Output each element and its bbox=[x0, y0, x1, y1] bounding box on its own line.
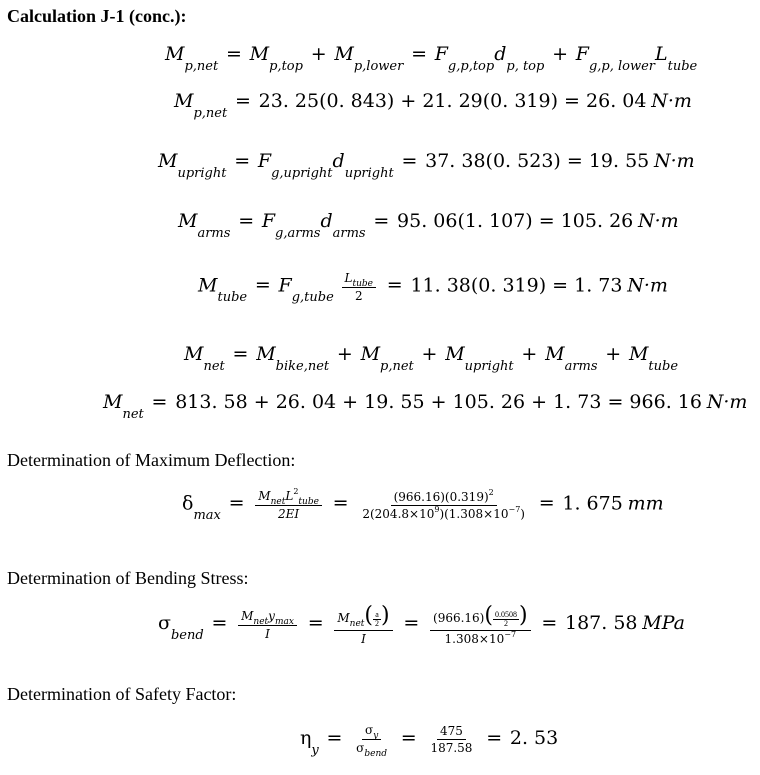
fraction-l-tube-over-2: $\frac{L_{tube}}{2}$ bbox=[342, 272, 376, 302]
equation-moment-upright: $M_{upright} = F_{g,upright}d_{upright} = 37$. 38(0. 523) = 19. 55 N·m bbox=[158, 150, 695, 181]
equation-moment-net-definition: $M_{net} = M_{bike,net} + M_{p,net} + M_{upright} + M_{arms} + M_{tube}$ bbox=[184, 343, 679, 374]
fraction-mnet-ymax-over-i: $\frac{M_{net}y_{max}}{I}$ bbox=[238, 610, 297, 640]
equation-safety-factor: $\eta_y$ = $\frac{\sigma_y}{\sigma_{bend}}$ = $\frac{475}{187.58}$ = 2. 53 bbox=[300, 723, 559, 759]
equation-bending-stress: $\sigma_{bend}$ = $\frac{M_{net}y_{max}}{I}$ = $M_{net}$( $\frac{a}{2}$ ) I = (966.16)( $\frac{0.0508}{2}$ ) $1.308\times 10^{-7}$ = 187. 58 MPa bbox=[158, 603, 685, 646]
equation-moment-p-net-value: $M_{p,net} = 23$. 25(0. 843) + 21. 29(0. 319) = 26. 04 N·m bbox=[174, 90, 692, 121]
fraction-stress-numeric: (966.16)( $\frac{0.0508}{2}$ ) $1.308\times 10^{-7}$ bbox=[430, 605, 531, 645]
equation-moment-p-net-definition: $M_{p,net} = M_{p,top} + M_{p,lower} = F_{g,p,top}d_{p, top} + F_{g,p, lower}L_{tube}$ bbox=[165, 43, 698, 74]
section-heading-bending-stress: Determination of Bending Stress: bbox=[7, 568, 249, 588]
equation-moment-tube: $M_{tube} = F_{g,tube}$ $\frac{L_{tube}}{2}$ = 11. 38(0. 319) = 1. 73 N·m bbox=[198, 271, 668, 306]
fraction-mnet-l2-over-2ei: $\frac{M_{net}L^2_{tube}}{2EI}$ bbox=[255, 490, 322, 520]
fraction-deflection-numeric: $\frac{(966.16)(0.319)^2}{2(204.8\times 10^9)(1.308\times 10^{-7})}$ bbox=[362, 487, 525, 521]
section-heading-deflection: Determination of Maximum Deflection: bbox=[7, 450, 296, 470]
equation-max-deflection: $\delta_{max}$ = $\frac{M_{net}L^2_{tube}}{2EI}$ = $\frac{(966.16)(0.319)^2}{2(204.8\times 10^9)(1.308\times 10^{-7})}$ = 1. 675 mm bbox=[182, 487, 664, 524]
page-title: Calculation J-1 (conc.): bbox=[7, 6, 187, 26]
fraction-sigma-y-over-sigma-bend: $\frac{\sigma_y}{\sigma_{bend}}$ bbox=[356, 723, 388, 759]
fraction-mnet-a-half-over-i: $M_{net}$( $\frac{a}{2}$ ) I bbox=[334, 605, 392, 645]
equation-moment-arms: $M_{arms} = F_{g,arms}d_{arms} = 95$. 06(1. 107) = 105. 26 N·m bbox=[178, 210, 679, 241]
section-heading-safety-factor: Determination of Safety Factor: bbox=[7, 684, 237, 704]
fraction-475-over-187: $\frac{475}{187.58}$ bbox=[430, 724, 473, 755]
equation-moment-net-value: $M_{net} = 813$. 58 + 26. 04 + 19. 55 + 105. 26 + 1. 73 = 966. 16 N·m bbox=[103, 391, 748, 422]
